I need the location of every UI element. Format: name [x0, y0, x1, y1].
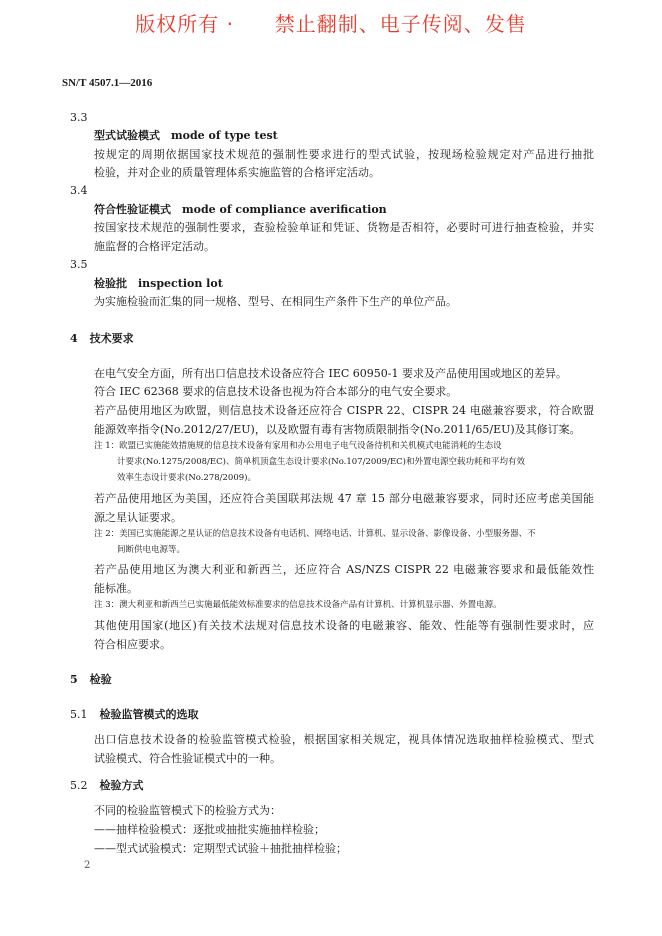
section-5-heading	[70, 673, 112, 687]
clause-number-3-5: 3.5	[70, 258, 88, 271]
section-number: 5	[70, 673, 78, 686]
paragraph-line: 若产品使用地区为澳大利亚和新西兰，还应符合 AS/NZS CISPR 22 电磁兼容要求和最低能效性	[94, 563, 594, 576]
paragraph-line: 源之星认证要求。	[94, 511, 182, 524]
section-title: 技术要求	[89, 332, 134, 345]
section-4-heading	[70, 332, 134, 346]
paragraph-line: 能源效率指令(No.2012/27/EU)，以及欧盟有毒有害物质限制指令(No.2011/65/EU)及其修订案。	[94, 423, 581, 436]
subsection-number: 5.1	[70, 708, 88, 721]
paragraph-line: 若产品使用地区为欧盟，则信息技术设备还应符合 CISPR 22、CISPR 24 电磁兼容要求，符合欧盟	[94, 404, 594, 417]
subsection-number: 5.2	[70, 779, 88, 792]
standard-number: SN/T 4507.1—2016	[62, 77, 153, 89]
definition-line: 检验，并对企业的质量管理体系实施监管的合格评定活动。	[94, 166, 380, 179]
paragraph-line: 若产品使用地区为美国，还应符合美国联邦法规 47 章 15 部分电磁兼容要求，同时还应考虑美国能	[94, 492, 594, 505]
note-1-cont: 计要求(No.1275/2008/EC)、简单机顶盒生态设计要求(No.107/2009/EC)和外置电源空载功耗和平均有效	[117, 457, 525, 467]
definition-line: 施监督的合格评定活动。	[94, 240, 215, 253]
paragraph-line: 符合 IEC 62368 要求的信息技术设备也视为符合本部分的电气安全要求。	[94, 385, 458, 398]
paragraph-line: 能标准。	[94, 582, 138, 595]
page-number: 2	[84, 860, 91, 871]
paragraph-line: 试验模式、符合性验证模式中的一种。	[94, 752, 281, 765]
subsection-5-2-heading	[70, 779, 144, 793]
section-number: 4	[70, 332, 78, 345]
subsection-title: 检验方式	[99, 779, 144, 792]
subsection-title: 检验监管模式的选取	[99, 708, 199, 721]
watermark-right: 禁止翻制、电子传阅、发售	[274, 12, 527, 36]
definition-line: 按国家技术规范的强制性要求，查验检验单证和凭证、货物是否相符，必要时可进行抽查检验，并实	[94, 221, 594, 234]
clause-number-3-3: 3.3	[70, 111, 88, 124]
note-3: 注 3：澳大利亚和新西兰已实施最低能效标准要求的信息技术设备产品有计算机、计算机显示器、外置电源。	[94, 600, 502, 610]
paragraph-line: 其他使用国家(地区)有关技术法规对信息技术设备的电磁兼容、能效、性能等有强制性要求时，应	[94, 619, 594, 632]
definition-line: 为实施检验而汇集的同一规格、型号、在相同生产条件下生产的单位产品。	[94, 295, 457, 308]
list-item: ——抽样检验模式：逐批或抽批实施抽样检验；	[94, 823, 325, 836]
paragraph-line: 不同的检验监管模式下的检验方式为：	[94, 804, 281, 817]
note-1-cont: 效率生态设计要求(No.278/2009)。	[117, 473, 256, 483]
term-compliance-verification: 符合性验证模式 mode of compliance averification	[94, 203, 387, 216]
definition-line: 按规定的周期依据国家技术规范的强制性要求进行的型式试验，按现场检验规定对产品进行抽批	[94, 148, 594, 161]
note-2: 注 2：美国已实施能源之星认证的信息技术设备有电话机、网络电话、计算机、显示设备、影像设备、小型服务器、不	[94, 529, 536, 539]
term-inspection-lot: 检验批 inspection lot	[94, 277, 223, 290]
clause-number-3-4: 3.4	[70, 184, 88, 197]
list-item: ——型式试验模式：定期型式试验＋抽批抽样检验；	[94, 842, 347, 855]
section-title: 检验	[89, 673, 112, 686]
watermark-banner	[0, 8, 662, 37]
paragraph-line: 符合相应要求。	[94, 638, 171, 651]
term-type-test: 型式试验模式 mode of type test	[94, 129, 278, 142]
note-2-cont: 间断供电电源等。	[117, 545, 186, 555]
paragraph-line: 出口信息技术设备的检验监管模式检验，根据国家相关规定，视具体情况选取抽样检验模式、型式	[94, 733, 594, 746]
watermark-left: 版权所有 ·	[135, 12, 234, 36]
subsection-5-1-heading	[70, 708, 199, 722]
paragraph-line: 在电气安全方面，所有出口信息技术设备应符合 IEC 60950-1 要求及产品使用国或地区的差异。	[94, 367, 567, 380]
note-1: 注 1：欧盟已实施能效措施规的信息技术设备有家用和办公用电子电气设备待机和关机模式电能消耗的生态设	[94, 441, 502, 451]
